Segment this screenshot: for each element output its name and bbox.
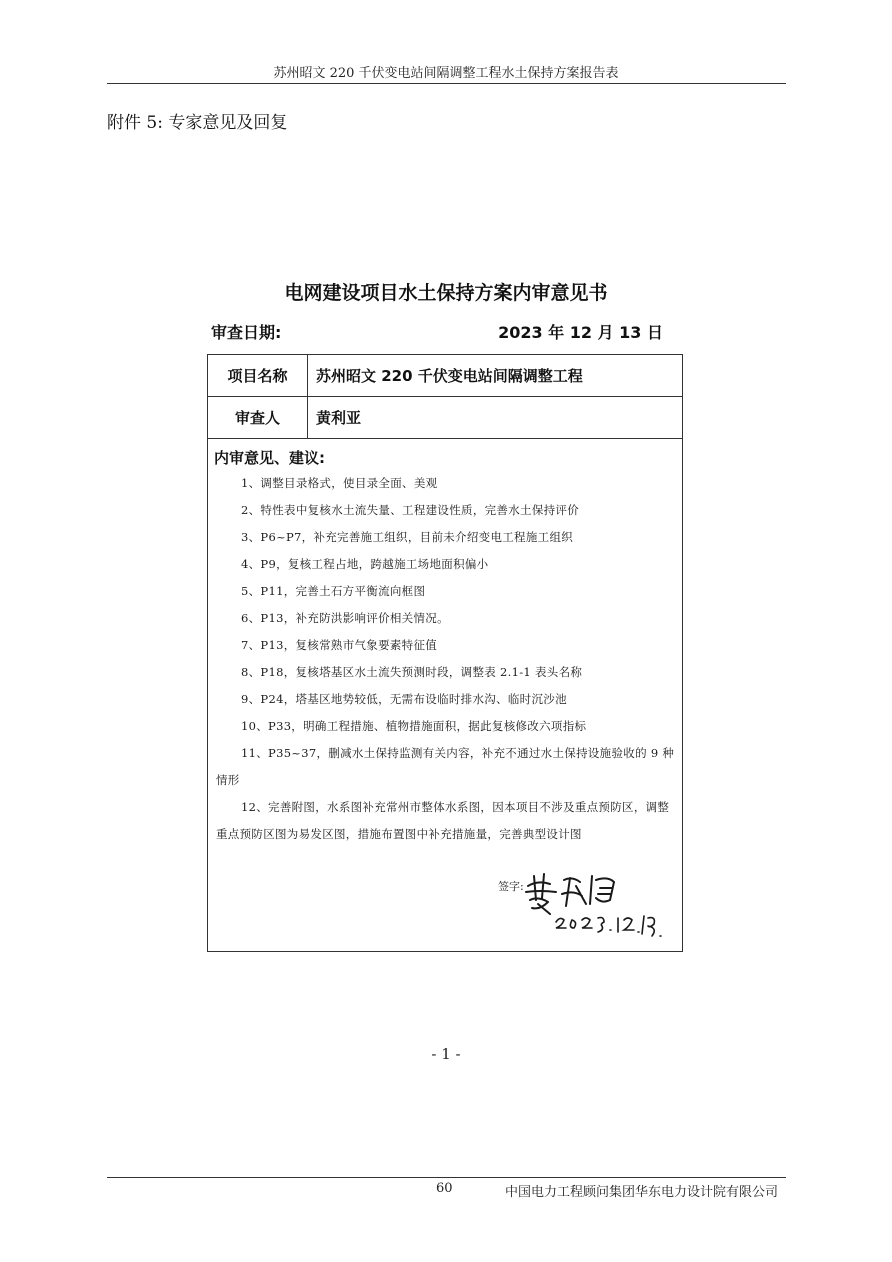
opinion-item: 1、调整目录格式，使目录全面、美观	[241, 476, 438, 490]
review-date-value: 2023 年 12 月 13 日	[498, 323, 663, 342]
opinion-item: 8、P18，复核塔基区水土流失预测时段，调整表 2.1-1 表头名称	[241, 665, 583, 679]
attachment-label: 附件 5: 专家意见及回复	[107, 113, 288, 133]
opinion-item: 10、P33，明确工程措施、植物措施面积，据此复核修改六项指标	[241, 719, 587, 733]
footer-organization: 中国电力工程顾问集团华东电力设计院有限公司	[505, 1185, 779, 1200]
review-date-label: 审查日期:	[211, 323, 282, 342]
project-name-label: 项目名称	[208, 355, 308, 396]
opinion-item: 7、P13，复核常熟市气象要素特征值	[241, 638, 438, 652]
opinion-item: 11、P35~37，删减水土保持监测有关内容，补充不通过水土保持设施验收的 9 种情形	[216, 746, 675, 787]
review-date-row	[211, 320, 663, 344]
signature-area	[498, 870, 678, 940]
project-name-row	[208, 355, 682, 397]
reviewer-row	[208, 397, 682, 439]
opinion-item: 3、P6~P7，补充完善施工组织，目前未介绍变电工程施工组织	[241, 530, 574, 544]
opinion-item: 9、P24，塔基区地势较低，无需布设临时排水沟、临时沉沙池	[241, 692, 567, 706]
handwritten-signature	[520, 870, 680, 945]
footer-page-number: 60	[436, 1181, 453, 1196]
footer-rule	[107, 1177, 786, 1178]
report-header-title: 苏州昭文 220 千伏变电站间隔调整工程水土保持方案报告表	[273, 66, 619, 81]
opinions-list	[216, 470, 676, 848]
page-number: - 1 -	[431, 1045, 461, 1063]
reviewer-value: 黄利亚	[316, 409, 362, 427]
opinion-item: 5、P11，完善土石方平衡流向框图	[241, 584, 426, 598]
opinion-item: 2、特性表中复核水土流失量、工程建设性质，完善水土保持评价	[241, 503, 580, 517]
project-name-value: 苏州昭文 220 千伏变电站间隔调整工程	[316, 367, 583, 385]
review-form-table	[207, 354, 683, 952]
reviewer-label: 审查人	[208, 397, 308, 438]
signature-label: 签字:	[498, 880, 524, 893]
opinion-item: 12、完善附图，水系图补充常州市整体水系图，因本项目不涉及重点预防区，调整重点预防区图为易发区图，措施布置图中补充措施量，完善典型设计图	[216, 800, 670, 841]
header-rule	[107, 83, 786, 84]
opinion-item: 6、P13，补充防洪影响评价相关情况。	[241, 611, 449, 625]
form-title: 电网建设项目水土保持方案内审意见书	[284, 282, 608, 304]
opinion-item: 4、P9，复核工程占地，跨越施工场地面积偏小	[241, 557, 489, 571]
opinions-heading: 内审意见、建议:	[214, 449, 325, 467]
